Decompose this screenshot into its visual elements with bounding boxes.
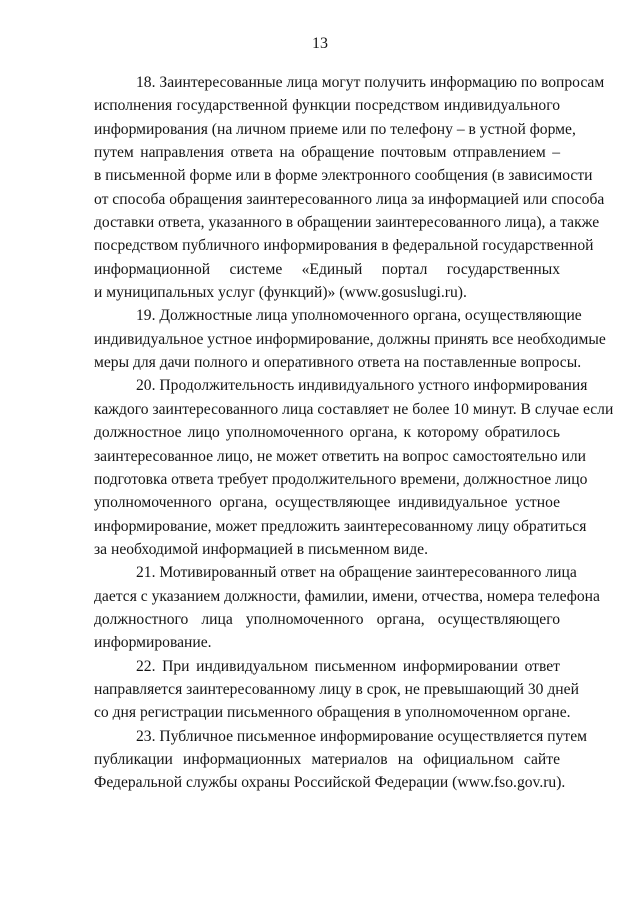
paragraph-19 — [94, 304, 606, 374]
text-line: заинтересованное лицо, не может ответить на вопрос самостоятельно или — [94, 447, 586, 465]
text-line: 23. Публичное письменное информирование осуществляется путем — [136, 727, 587, 745]
text-line: уполномоченного органа, осуществляющее индивидуальное устное — [94, 494, 560, 512]
text-line: доставки ответа, указанного в обращении заинтересованного лица), а также — [94, 214, 600, 232]
text-line: дается с указанием должности, фамилии, имени, отчества, номера телефона — [94, 587, 600, 605]
paragraph-21 — [94, 561, 600, 654]
text-line: за необходимой информацией в письменном виде. — [94, 540, 429, 558]
text-line: информирование. — [94, 634, 212, 652]
document-body — [94, 71, 614, 795]
text-line: должностного лица уполномоченного органа, осуществляющего — [94, 610, 560, 628]
text-line: 21. Мотивированный ответ на обращение заинтересованного лица — [136, 564, 577, 582]
page-number: 13 — [312, 35, 328, 52]
text-line: 22. При индивидуальном письменном информировании ответ — [136, 657, 560, 675]
text-line: в письменной форме или в форме электронного сообщения (в зависимости — [94, 167, 593, 185]
paragraph-18 — [94, 71, 605, 304]
text-line: 19. Должностные лица уполномоченного органа, осуществляющие — [136, 307, 582, 325]
text-line: информирование, может предложить заинтересованному лицу обратиться — [94, 517, 587, 535]
text-line: посредством публичного информирования в федеральной государственной — [94, 237, 594, 255]
text-line: индивидуальное устное информирование, должны принять все необходимые — [94, 330, 606, 348]
text-line: 18. Заинтересованные лица могут получить информацию по вопросам — [136, 74, 605, 91]
text-line: от способа обращения заинтересованного лица за информацией или способа — [94, 190, 605, 208]
paragraph-20 — [94, 374, 614, 561]
text-line: и муниципальных услуг (функций)» (www.gosuslugi.ru). — [94, 284, 467, 302]
text-line: должностное лицо уполномоченного органа, к которому обратилось — [94, 424, 560, 442]
paragraph-22 — [94, 655, 579, 725]
text-line: исполнения государственной функции посредством индивидуального — [94, 97, 560, 115]
text-line: путем направления ответа на обращение почтовым отправлением – — [94, 144, 560, 162]
text-line: Федеральной службы охраны Российской Федерации (www.fso.gov.ru). — [94, 774, 566, 792]
text-line: каждого заинтересованного лица составляет не более 10 минут. В случае если — [94, 400, 614, 418]
text-line: со дня регистрации письменного обращения в уполномоченном органе. — [94, 704, 571, 722]
text-line: 20. Продолжительность индивидуального устного информирования — [136, 377, 588, 395]
text-line: направляется заинтересованному лицу в срок, не превышающий 30 дней — [94, 680, 579, 698]
text-line: информационной системе «Единый портал государственных — [94, 260, 560, 278]
text-line: публикации информационных материалов на официальном сайте — [94, 750, 560, 768]
text-line: меры для дачи полного и оперативного ответа на поставленные вопросы. — [94, 354, 582, 372]
paragraph-23 — [94, 725, 587, 795]
text-line: подготовка ответа требует продолжительного времени, должностное лицо — [94, 470, 588, 488]
text-line: информирования (на личном приеме или по телефону – в устной форме, — [94, 120, 576, 138]
